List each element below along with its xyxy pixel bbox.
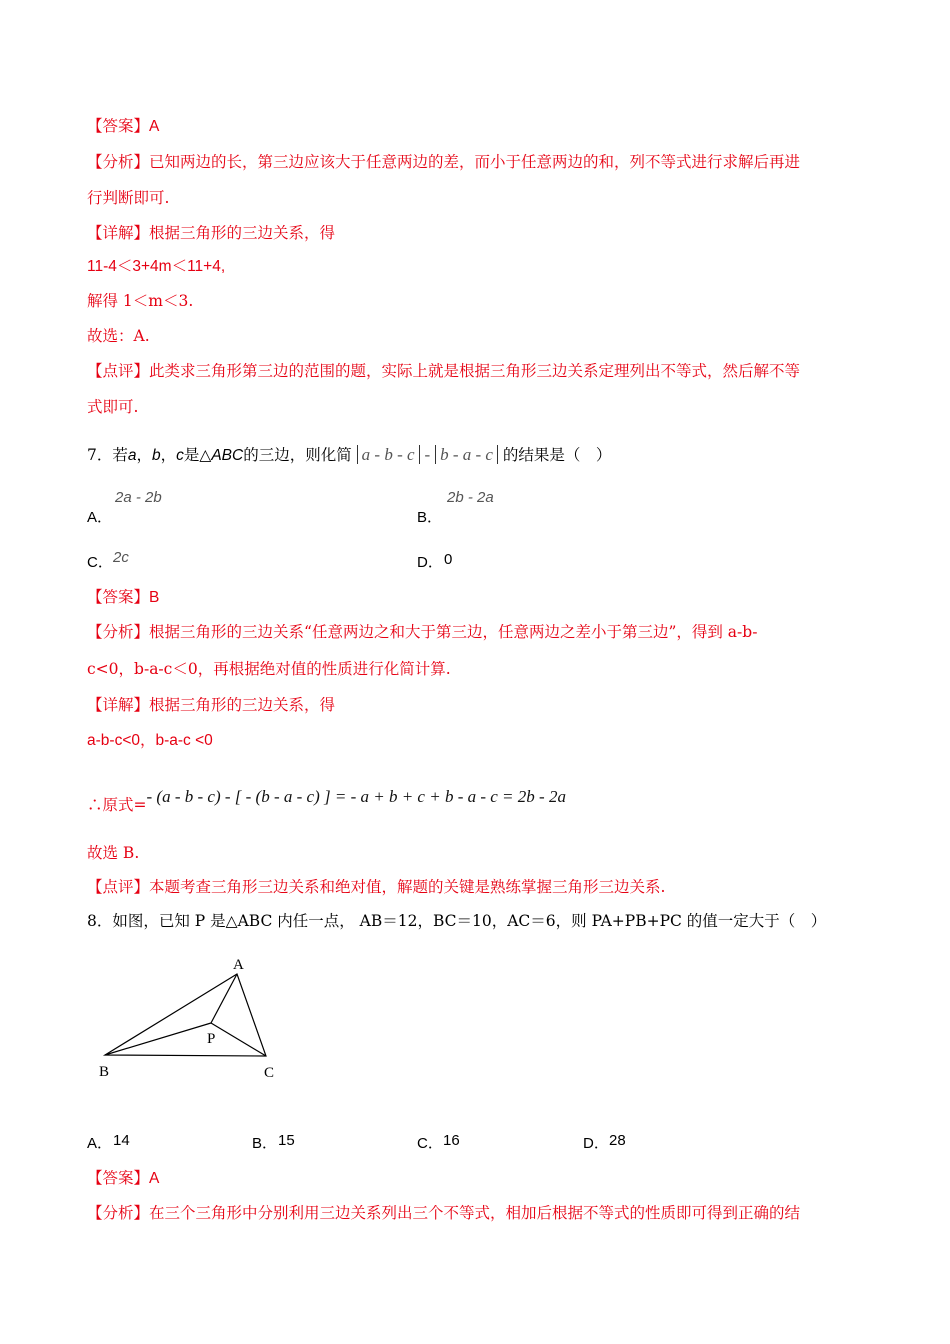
q7-analysis: 【分析】根据三角形的三边关系“任意两边之和大于第三边，任意两边之差小于第三边”，得到 a-b- xyxy=(87,623,758,641)
q7-stem: 7．若a，b，c是△ABC的三边，则化简 a - b - c - b - a - c 的结果是（ ） xyxy=(87,445,612,464)
label-b: B xyxy=(99,1064,110,1080)
q7-answer: 【答案】B xyxy=(87,588,160,606)
q6-detail: 【详解】根据三角形的三边关系，得 xyxy=(87,224,336,242)
q7-analysis-cont: c<0，b-a-c＜0，再根据绝对值的性质进行化简计算. xyxy=(87,660,451,678)
label-p: P xyxy=(207,1031,216,1047)
q8-stem: 8．如图，已知 P 是△ABC 内任一点， AB＝12，BC＝10，AC＝6，则 PA+PB+PC 的值一定大于（ ） xyxy=(87,912,827,930)
q7-comment: 【点评】本题考查三角形三边关系和绝对值，解题的关键是熟练掌握三角形三边关系. xyxy=(87,878,666,896)
q6-choose: 故选：A. xyxy=(87,327,150,345)
label-c: C xyxy=(264,1065,275,1081)
q7-detail: 【详解】根据三角形的三边关系，得 xyxy=(87,696,336,714)
q6-analysis: 【分析】已知两边的长，第三边应该大于任意两边的差，而小于任意两边的和，列不等式进行求解后再进 xyxy=(87,153,801,171)
q6-solve: 解得 1＜m＜3. xyxy=(87,292,194,310)
q8-analysis: 【分析】在三个三角形中分别利用三边关系列出三个不等式，相加后根据不等式的性质即可得到正确的结 xyxy=(87,1204,801,1222)
q7-detail-ineq: a-b-c<0，b-a-c <0 xyxy=(87,732,213,749)
q6-comment-cont: 式即可. xyxy=(87,398,139,416)
q7-abs-expr-1: a - b - c xyxy=(357,445,420,464)
label-a: A xyxy=(233,957,244,973)
q8-triangle-figure xyxy=(90,950,290,1085)
q6-inequality: 11-4＜3+4m＜11+4, xyxy=(87,258,226,275)
q6-comment: 【点评】此类求三角形第三边的范围的题，实际上就是根据三角形三边关系定理列出不等式，然后解不等 xyxy=(87,362,801,380)
q6-analysis-cont: 行判断即可. xyxy=(87,189,170,207)
q7-formula: ∴原式=- (a - b - c) - [ - (b - a - c) ] = - a + b + c + b - a - c = 2b - 2a xyxy=(87,787,566,814)
segment-pb xyxy=(105,1023,211,1055)
segment-pc xyxy=(211,1023,266,1056)
q8-answer: 【答案】A xyxy=(87,1169,160,1187)
q7-choose: 故选 B. xyxy=(87,844,140,862)
q6-answer: 【答案】A xyxy=(87,117,160,135)
triangle-abc xyxy=(105,974,266,1056)
q7-abs-expr-2: b - a - c xyxy=(435,445,498,464)
